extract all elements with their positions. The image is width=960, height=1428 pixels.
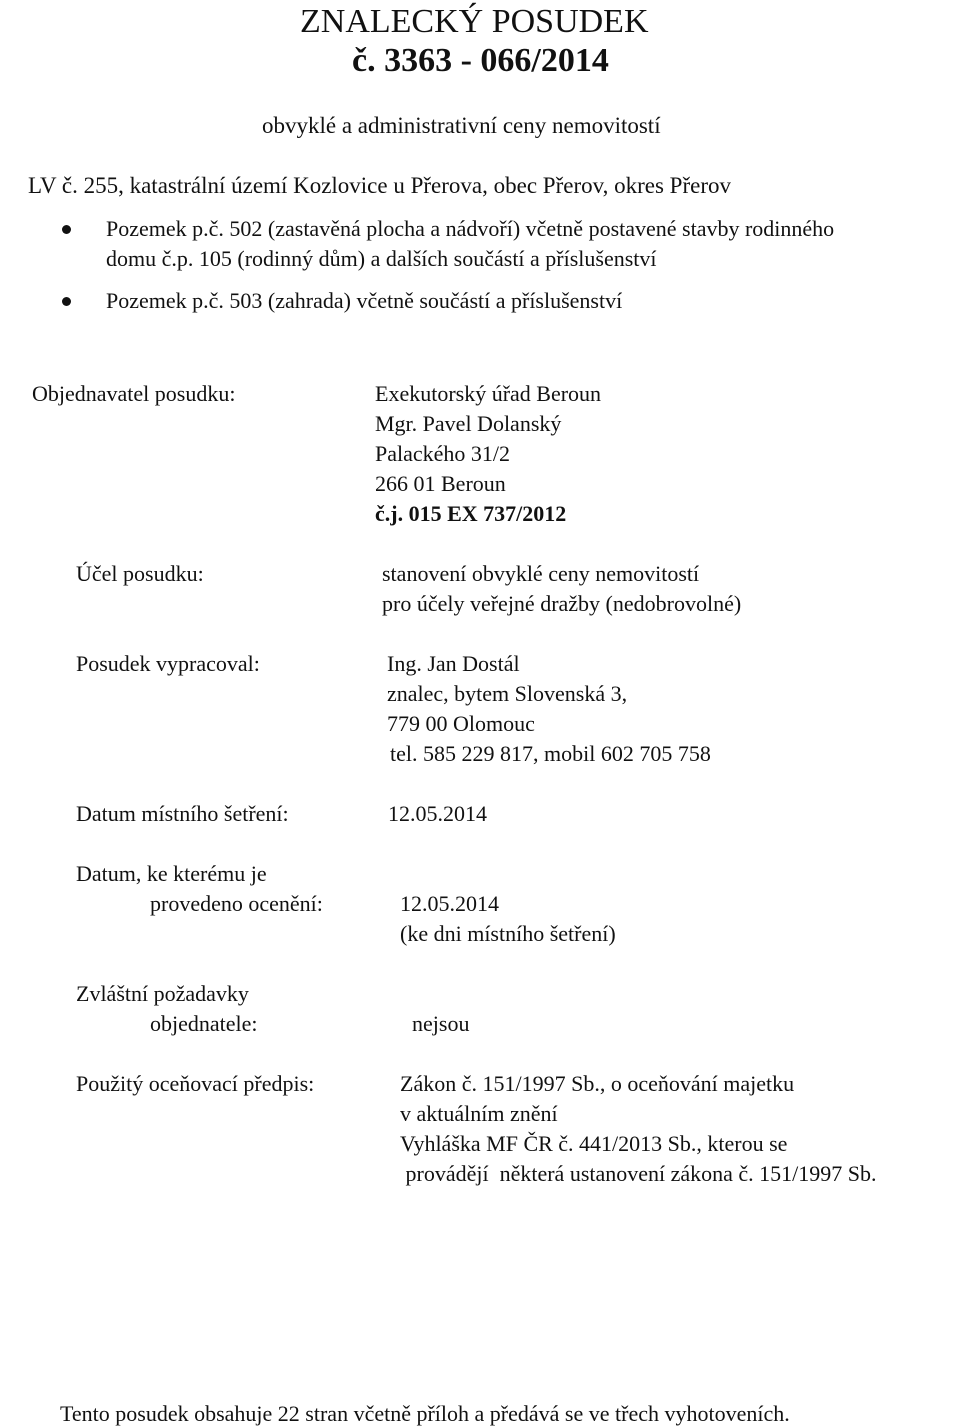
client-line-2: Mgr. Pavel Dolanský	[375, 411, 562, 436]
bullet-icon	[62, 225, 71, 234]
author-line-1: Ing. Jan Dostál	[387, 651, 520, 676]
purpose-label: Účel posudku:	[76, 561, 204, 586]
inspection-date-value: 12.05.2014	[388, 801, 487, 826]
bullet-icon	[62, 297, 71, 306]
requirements-label-1: Zvláštní požadavky	[76, 981, 249, 1006]
document-subject: obvyklé a administrativní ceny nemovitostí	[262, 113, 661, 138]
author-line-3: 779 00 Olomouc	[387, 711, 535, 736]
document-number: č. 3363 - 066/2014	[352, 42, 609, 79]
client-line-4: 266 01 Beroun	[375, 471, 506, 496]
author-label: Posudek vypracoval:	[76, 651, 260, 676]
regulation-line-4: provádějí některá ustanovení zákona č. 151/1997 Sb.	[400, 1161, 877, 1186]
regulation-line-2: v aktuálním znění	[400, 1101, 558, 1126]
purpose-line-2: pro účely veřejné dražby (nedobrovolné)	[382, 591, 742, 616]
valuation-date-label-1: Datum, ke kterému je	[76, 861, 267, 886]
requirements-label-2: objednatele:	[150, 1011, 258, 1036]
purpose-line-1: stanovení obvyklé ceny nemovitostí	[382, 561, 700, 586]
client-line-3: Palackého 31/2	[375, 441, 511, 466]
case-number: č.j. 015 EX 737/2012	[375, 501, 567, 526]
footer-note: Tento posudek obsahuje 22 stran včetně příloh a předává se ve třech vyhotoveních.	[60, 1401, 790, 1426]
inspection-date-label: Datum místního šetření:	[76, 801, 289, 826]
valuation-date-label-2: provedeno ocenění:	[150, 891, 323, 916]
property-item-1-line-2: domu č.p. 105 (rodinný dům) a dalších součástí a příslušenství	[106, 246, 657, 271]
property-registry-line: LV č. 255, katastrální území Kozlovice u Přerova, obec Přerov, okres Přerov	[28, 173, 732, 198]
property-item-1-line-1: Pozemek p.č. 502 (zastavěná plocha a nádvoří) včetně postavené stavby rodinného	[106, 216, 835, 241]
regulation-line-1: Zákon č. 151/1997 Sb., o oceňování majetku	[400, 1071, 795, 1096]
client-label: Objednavatel posudku:	[32, 381, 236, 406]
valuation-date-note: (ke dni místního šetření)	[400, 921, 616, 946]
requirements-value: nejsou	[412, 1011, 470, 1036]
client-line-1: Exekutorský úřad Beroun	[375, 381, 602, 406]
regulation-line-3: Vyhláška MF ČR č. 441/2013 Sb., kterou se	[400, 1131, 788, 1156]
author-line-2: znalec, bytem Slovenská 3,	[387, 681, 628, 706]
property-item-2-line-1: Pozemek p.č. 503 (zahrada) včetně součástí a příslušenství	[106, 288, 623, 313]
regulation-label: Použitý oceňovací předpis:	[76, 1071, 315, 1096]
valuation-date-value: 12.05.2014	[400, 891, 499, 916]
author-line-4: tel. 585 229 817, mobil 602 705 758	[390, 741, 711, 766]
document-title: ZNALECKÝ POSUDEK	[300, 3, 649, 40]
